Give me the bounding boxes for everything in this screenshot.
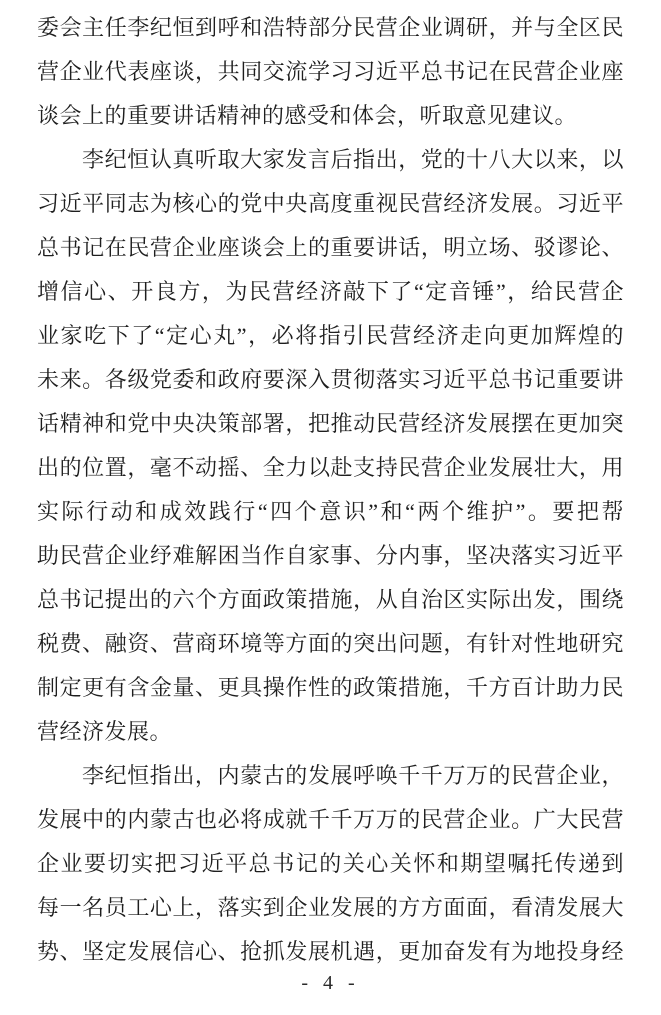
text-line: 未来。各级党委和政府要深入贯彻落实习近平总书记重要讲: [37, 367, 624, 392]
text-line: 势、坚定发展信心、抢抓发展机遇，更加奋发有为地投身经: [37, 939, 624, 964]
text-line: 营经济发展。: [37, 719, 173, 744]
text-line: 税费、融资、营商环境等方面的突出问题，有针对性地研究: [37, 631, 624, 656]
text-line: 李纪恒指出，内蒙古的发展呼唤千千万万的民营企业，: [82, 763, 624, 788]
page-number: - 4 -: [301, 972, 360, 994]
text-line: 委会主任李纪恒到呼和浩特部分民营企业调研，并与全区民: [37, 15, 624, 40]
text-line: 李纪恒认真听取大家发言后指出，党的十八大以来，以: [82, 147, 624, 172]
text-line: 总书记提出的六个方面政策措施，从自治区实际出发，围绕: [37, 587, 624, 612]
text-line: 出的位置，毫不动摇、全力以赴支持民营企业发展壮大，用: [37, 455, 624, 480]
text-line: 发展中的内蒙古也必将成就千千万万的民营企业。广大民营: [37, 807, 624, 832]
text-line: 助民营企业纾难解困当作自家事、分内事，坚决落实习近平: [37, 543, 624, 568]
text-line: 业家吃下了“定心丸”，必将指引民营经济走向更加辉煌的: [37, 323, 624, 348]
text-line: 谈会上的重要讲话精神的感受和体会，听取意见建议。: [37, 103, 578, 128]
text-line: 制定更有含金量、更具操作性的政策措施，千方百计助力民: [37, 675, 624, 700]
text-line: 习近平同志为核心的党中央高度重视民营经济发展。习近平: [37, 191, 624, 216]
text-line: 实际行动和成效践行“四个意识”和“两个维护”。要把帮: [37, 499, 624, 524]
text-line: 企业要切实把习近平总书记的关心关怀和期望嘱托传递到: [37, 851, 624, 876]
text-line: 总书记在民营企业座谈会上的重要讲话，明立场、驳谬论、: [37, 235, 624, 260]
text-line: 每一名员工心上，落实到企业发展的方方面面，看清发展大: [37, 895, 624, 920]
text-line: 营企业代表座谈，共同交流学习习近平总书记在民营企业座: [37, 59, 624, 84]
text-line: 话精神和党中央决策部署，把推动民营经济发展摆在更加突: [37, 411, 624, 436]
body-text: [37, 6, 624, 974]
text-line: 增信心、开良方，为民营经济敲下了“定音锤”，给民营企: [37, 279, 624, 304]
